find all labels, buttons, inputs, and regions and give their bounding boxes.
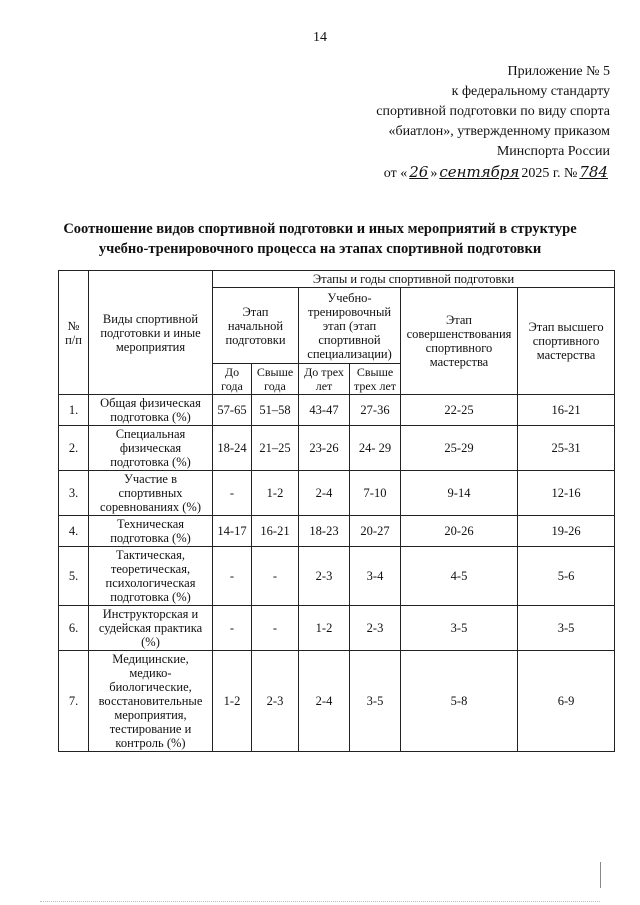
document-title bbox=[40, 219, 600, 259]
cell-initial-1: - bbox=[213, 606, 252, 651]
cell-initial-2: 51–58 bbox=[252, 395, 299, 426]
cell-improvement: 22-25 bbox=[401, 395, 518, 426]
cell-initial-1: 14-17 bbox=[213, 516, 252, 547]
order-separator: » bbox=[430, 166, 438, 181]
cell-improvement: 5-8 bbox=[401, 651, 518, 752]
page-number: 14 bbox=[313, 30, 327, 45]
cell-training-1: 23-26 bbox=[299, 426, 350, 471]
cell-improvement: 20-26 bbox=[401, 516, 518, 547]
header-initial-up-to-year: До года bbox=[213, 364, 252, 395]
cell-highest: 5-6 bbox=[518, 547, 615, 606]
appendix-line-sport: спортивной подготовки по виду спорта bbox=[376, 104, 610, 119]
scan-mark bbox=[600, 862, 601, 888]
table-row bbox=[59, 471, 615, 516]
cell-highest: 3-5 bbox=[518, 606, 615, 651]
cell-training-1: 18-23 bbox=[299, 516, 350, 547]
cell-training-1: 43-47 bbox=[299, 395, 350, 426]
table-row bbox=[59, 395, 615, 426]
cell-highest: 16-21 bbox=[518, 395, 615, 426]
cell-initial-2: - bbox=[252, 547, 299, 606]
header-stage-initial: Этап начальной подготовки bbox=[213, 288, 299, 364]
cell-highest: 6-9 bbox=[518, 651, 615, 752]
row-number: 1. bbox=[59, 395, 89, 426]
cell-training-1: 2-4 bbox=[299, 471, 350, 516]
cell-initial-1: - bbox=[213, 547, 252, 606]
order-month: сентября bbox=[439, 163, 520, 181]
table-row bbox=[59, 516, 615, 547]
cell-improvement: 9-14 bbox=[401, 471, 518, 516]
cell-initial-1: 1-2 bbox=[213, 651, 252, 752]
order-prefix: от « bbox=[383, 166, 408, 181]
training-ratio-table bbox=[58, 270, 615, 752]
appendix-line-standard: к федеральному стандарту bbox=[451, 84, 610, 99]
row-number: 6. bbox=[59, 606, 89, 651]
header-stage-improvement: Этап совершенствования спортивного мастерства bbox=[401, 288, 518, 395]
header-training-over-3: Свыше трех лет bbox=[350, 364, 401, 395]
header-stage-highest: Этап высшего спортивного мастерства bbox=[518, 288, 615, 395]
row-label: Специальная физическая подготовка (%) bbox=[89, 426, 213, 471]
cell-training-2: 3-4 bbox=[350, 547, 401, 606]
order-year: 2025 г. № bbox=[521, 166, 578, 181]
row-label: Участие в спортивных соревнованиях (%) bbox=[89, 471, 213, 516]
appendix-line-biathlon: «биатлон», утвержденному приказом bbox=[388, 124, 610, 139]
cell-initial-2: - bbox=[252, 606, 299, 651]
cell-highest: 19-26 bbox=[518, 516, 615, 547]
row-number: 4. bbox=[59, 516, 89, 547]
order-number: 784 bbox=[579, 163, 608, 181]
cell-initial-2: 2-3 bbox=[252, 651, 299, 752]
table-row bbox=[59, 651, 615, 752]
scan-bottom-edge bbox=[40, 901, 600, 903]
cell-improvement: 3-5 bbox=[401, 606, 518, 651]
row-label: Медицинские, медико-биологические, восстановительные мероприятия, тестирование и контроль (%) bbox=[89, 651, 213, 752]
order-date-line bbox=[310, 162, 610, 184]
row-label: Техническая подготовка (%) bbox=[89, 516, 213, 547]
row-number: 3. bbox=[59, 471, 89, 516]
row-number: 2. bbox=[59, 426, 89, 471]
row-number: 7. bbox=[59, 651, 89, 752]
row-label: Тактическая, теоретическая, психологическая подготовка (%) bbox=[89, 547, 213, 606]
cell-initial-1: 18-24 bbox=[213, 426, 252, 471]
header-num: № п/п bbox=[59, 271, 89, 395]
cell-training-2: 20-27 bbox=[350, 516, 401, 547]
header-stage-training: Учебно-тренировочный этап (этап спортивной специализации) bbox=[299, 288, 401, 364]
title-line-1: Соотношение видов спортивной подготовки и иных мероприятий в структуре bbox=[63, 221, 577, 237]
cell-initial-2: 1-2 bbox=[252, 471, 299, 516]
appendix-header bbox=[310, 62, 610, 184]
cell-training-2: 27-36 bbox=[350, 395, 401, 426]
cell-training-1: 1-2 bbox=[299, 606, 350, 651]
cell-training-1: 2-3 bbox=[299, 547, 350, 606]
table-row bbox=[59, 547, 615, 606]
cell-training-2: 24- 29 bbox=[350, 426, 401, 471]
cell-training-2: 7-10 bbox=[350, 471, 401, 516]
row-number: 5. bbox=[59, 547, 89, 606]
header-training-up-to-3: До трех лет bbox=[299, 364, 350, 395]
appendix-title: Приложение № 5 bbox=[507, 64, 610, 79]
cell-improvement: 4-5 bbox=[401, 547, 518, 606]
cell-initial-2: 16-21 bbox=[252, 516, 299, 547]
cell-training-2: 3-5 bbox=[350, 651, 401, 752]
cell-initial-1: 57-65 bbox=[213, 395, 252, 426]
cell-highest: 12-16 bbox=[518, 471, 615, 516]
cell-initial-2: 21–25 bbox=[252, 426, 299, 471]
cell-initial-1: - bbox=[213, 471, 252, 516]
order-day: 26 bbox=[409, 163, 429, 181]
cell-training-1: 2-4 bbox=[299, 651, 350, 752]
title-line-2: учебно-тренировочного процесса на этапах спортивной подготовки bbox=[98, 241, 542, 257]
row-label: Общая физическая подготовка (%) bbox=[89, 395, 213, 426]
row-label: Инструкторская и судейская практика (%) bbox=[89, 606, 213, 651]
cell-training-2: 2-3 bbox=[350, 606, 401, 651]
cell-highest: 25-31 bbox=[518, 426, 615, 471]
header-stages: Этапы и годы спортивной подготовки bbox=[213, 271, 615, 288]
header-type: Виды спортивной подготовки и иные мероприятия bbox=[89, 271, 213, 395]
header-initial-over-year: Свыше года bbox=[252, 364, 299, 395]
appendix-line-ministry: Минспорта России bbox=[496, 144, 610, 159]
cell-improvement: 25-29 bbox=[401, 426, 518, 471]
table-row bbox=[59, 426, 615, 471]
table-row bbox=[59, 606, 615, 651]
